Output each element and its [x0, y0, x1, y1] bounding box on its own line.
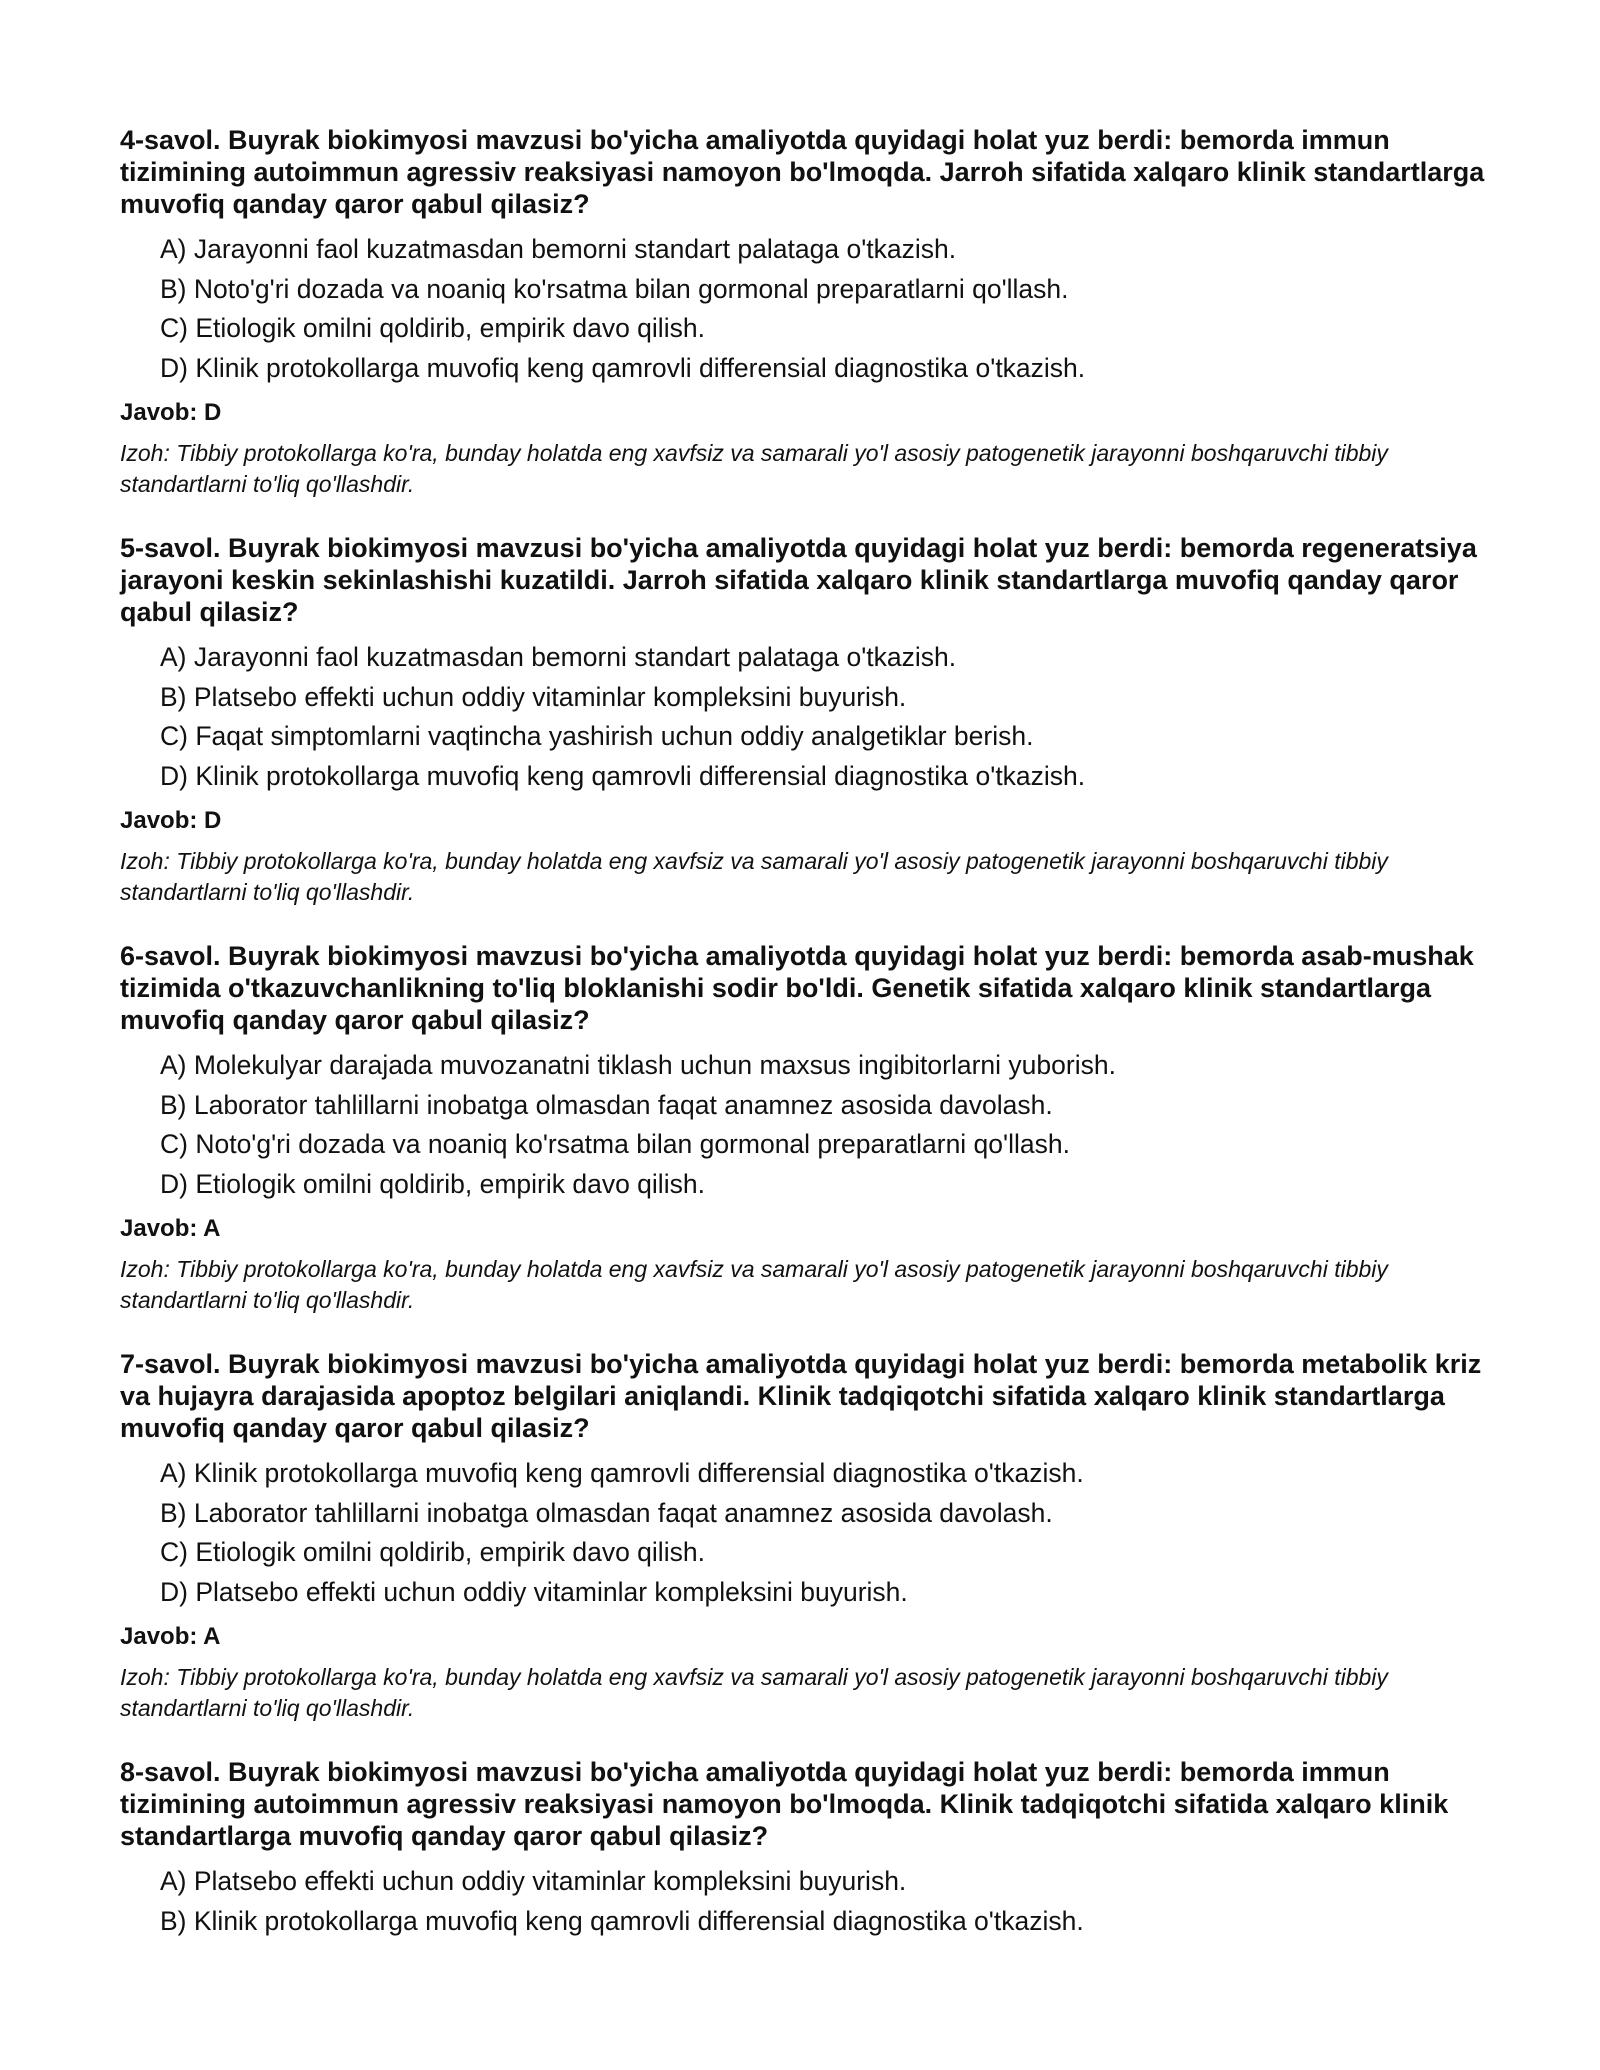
- option-a: A) Klinik protokollarga muvofiq keng qamrovli differensial diagnostika o'tkazish.: [160, 1458, 1084, 1488]
- option-d: D) Etiologik omilni qoldirib, empirik davo qilish.: [160, 1168, 705, 1199]
- answer-options: [120, 1454, 1490, 1612]
- option-c: C) Etiologik omilni qoldirib, empirik davo qilish.: [160, 1537, 705, 1567]
- answer-options: [120, 1862, 1490, 1941]
- option-b: B) Platsebo effekti uchun oddiy vitaminlar kompleksini buyurish.: [160, 681, 907, 712]
- question-text: 4-savol. Buyrak biokimyosi mavzusi bo'yicha amaliyotda quyidagi holat yuz berdi: bemorda immun tizimining autoimmun agressiv reaksiyasi namoyon bo'lmoqda. Jarroh sifatida xalqaro klinik standartlarga muvofiq qanday qaror qabul qilasiz?: [120, 125, 1485, 219]
- answer-options: [120, 230, 1490, 388]
- option-a: A) Molekulyar darajada muvozanatni tiklash uchun maxsus ingibitorlarni yuborish.: [160, 1050, 1116, 1080]
- question-text: 7-savol. Buyrak biokimyosi mavzusi bo'yicha amaliyotda quyidagi holat yuz berdi: bemorda metabolik kriz va hujayra darajasida apoptoz belgilari aniqlandi. Klinik tadqiqotchi sifatida xalqaro klinik standartlarga muvofiq qanday qaror qabul qilasiz?: [120, 1349, 1482, 1443]
- question-6: [120, 940, 1490, 1316]
- answer-key: Javob: A: [120, 1623, 221, 1650]
- option-a: A) Jarayonni faol kuzatmasdan bemorni standart palataga o'tkazish.: [160, 642, 957, 672]
- option-b: B) Noto'g'ri dozada va noaniq ko'rsatma bilan gormonal preparatlarni qo'llash.: [160, 273, 1069, 304]
- question-8: [120, 1756, 1490, 1941]
- question-5: [120, 532, 1490, 908]
- explanation-note: Izoh: Tibbiy protokollarga ko'ra, bunday holatda eng xavfsiz va samarali yo'l asosiy patogenetik jarayonni boshqaruvchi tibbiy standartlarni to'liq qo'llashdir.: [120, 1664, 1388, 1721]
- option-c: C) Etiologik omilni qoldirib, empirik davo qilish.: [160, 313, 705, 343]
- answer-key: Javob: A: [120, 1215, 221, 1242]
- option-a: A) Jarayonni faol kuzatmasdan bemorni standart palataga o'tkazish.: [160, 234, 957, 264]
- answer-key: Javob: D: [120, 807, 222, 834]
- option-c: C) Noto'g'ri dozada va noaniq ko'rsatma bilan gormonal preparatlarni qo'llash.: [160, 1129, 1070, 1159]
- explanation-note: Izoh: Tibbiy protokollarga ko'ra, bunday holatda eng xavfsiz va samarali yo'l asosiy patogenetik jarayonni boshqaruvchi tibbiy standartlarni to'liq qo'llashdir.: [120, 848, 1388, 905]
- question-text: 8-savol. Buyrak biokimyosi mavzusi bo'yicha amaliyotda quyidagi holat yuz berdi: bemorda immun tizimining autoimmun agressiv reaksiyasi namoyon bo'lmoqda. Klinik tadqiqotchi sifatida xalqaro klinik standartlarga muvofiq qanday qaror qabul qilasiz?: [120, 1757, 1449, 1851]
- question-text: 6-savol. Buyrak biokimyosi mavzusi bo'yicha amaliyotda quyidagi holat yuz berdi: bemorda asab-mushak tizimida o'tkazuvchanlikning to'liq bloklanishi sodir bo'ldi. Genetik sifatida xalqaro klinik standartlarga muvofiq qanday qaror qabul qilasiz?: [120, 941, 1474, 1035]
- option-a: A) Platsebo effekti uchun oddiy vitaminlar kompleksini buyurish.: [160, 1866, 907, 1896]
- option-d: D) Klinik protokollarga muvofiq keng qamrovli differensial diagnostika o'tkazish.: [160, 352, 1086, 383]
- explanation-note: Izoh: Tibbiy protokollarga ko'ra, bunday holatda eng xavfsiz va samarali yo'l asosiy patogenetik jarayonni boshqaruvchi tibbiy standartlarni to'liq qo'llashdir.: [120, 440, 1388, 497]
- option-b: B) Klinik protokollarga muvofiq keng qamrovli differensial diagnostika o'tkazish.: [160, 1905, 1084, 1936]
- option-d: D) Platsebo effekti uchun oddiy vitaminlar kompleksini buyurish.: [160, 1576, 908, 1607]
- answer-options: [120, 638, 1490, 796]
- explanation-note: Izoh: Tibbiy protokollarga ko'ra, bunday holatda eng xavfsiz va samarali yo'l asosiy patogenetik jarayonni boshqaruvchi tibbiy standartlarni to'liq qo'llashdir.: [120, 1256, 1388, 1313]
- question-7: [120, 1348, 1490, 1724]
- question-4: [120, 124, 1490, 500]
- question-text: 5-savol. Buyrak biokimyosi mavzusi bo'yicha amaliyotda quyidagi holat yuz berdi: bemorda regeneratsiya jarayoni keskin sekinlashishi kuzatildi. Jarroh sifatida xalqaro klinik standartlarga muvofiq qanday qaror qabul qilasiz?: [120, 533, 1477, 627]
- answer-key: Javob: D: [120, 399, 222, 426]
- answer-options: [120, 1046, 1490, 1204]
- option-d: D) Klinik protokollarga muvofiq keng qamrovli differensial diagnostika o'tkazish.: [160, 760, 1086, 791]
- option-c: C) Faqat simptomlarni vaqtincha yashirish uchun oddiy analgetiklar berish.: [160, 721, 1034, 751]
- option-b: B) Laborator tahlillarni inobatga olmasdan faqat anamnez asosida davolash.: [160, 1497, 1053, 1528]
- option-b: B) Laborator tahlillarni inobatga olmasdan faqat anamnez asosida davolash.: [160, 1089, 1053, 1120]
